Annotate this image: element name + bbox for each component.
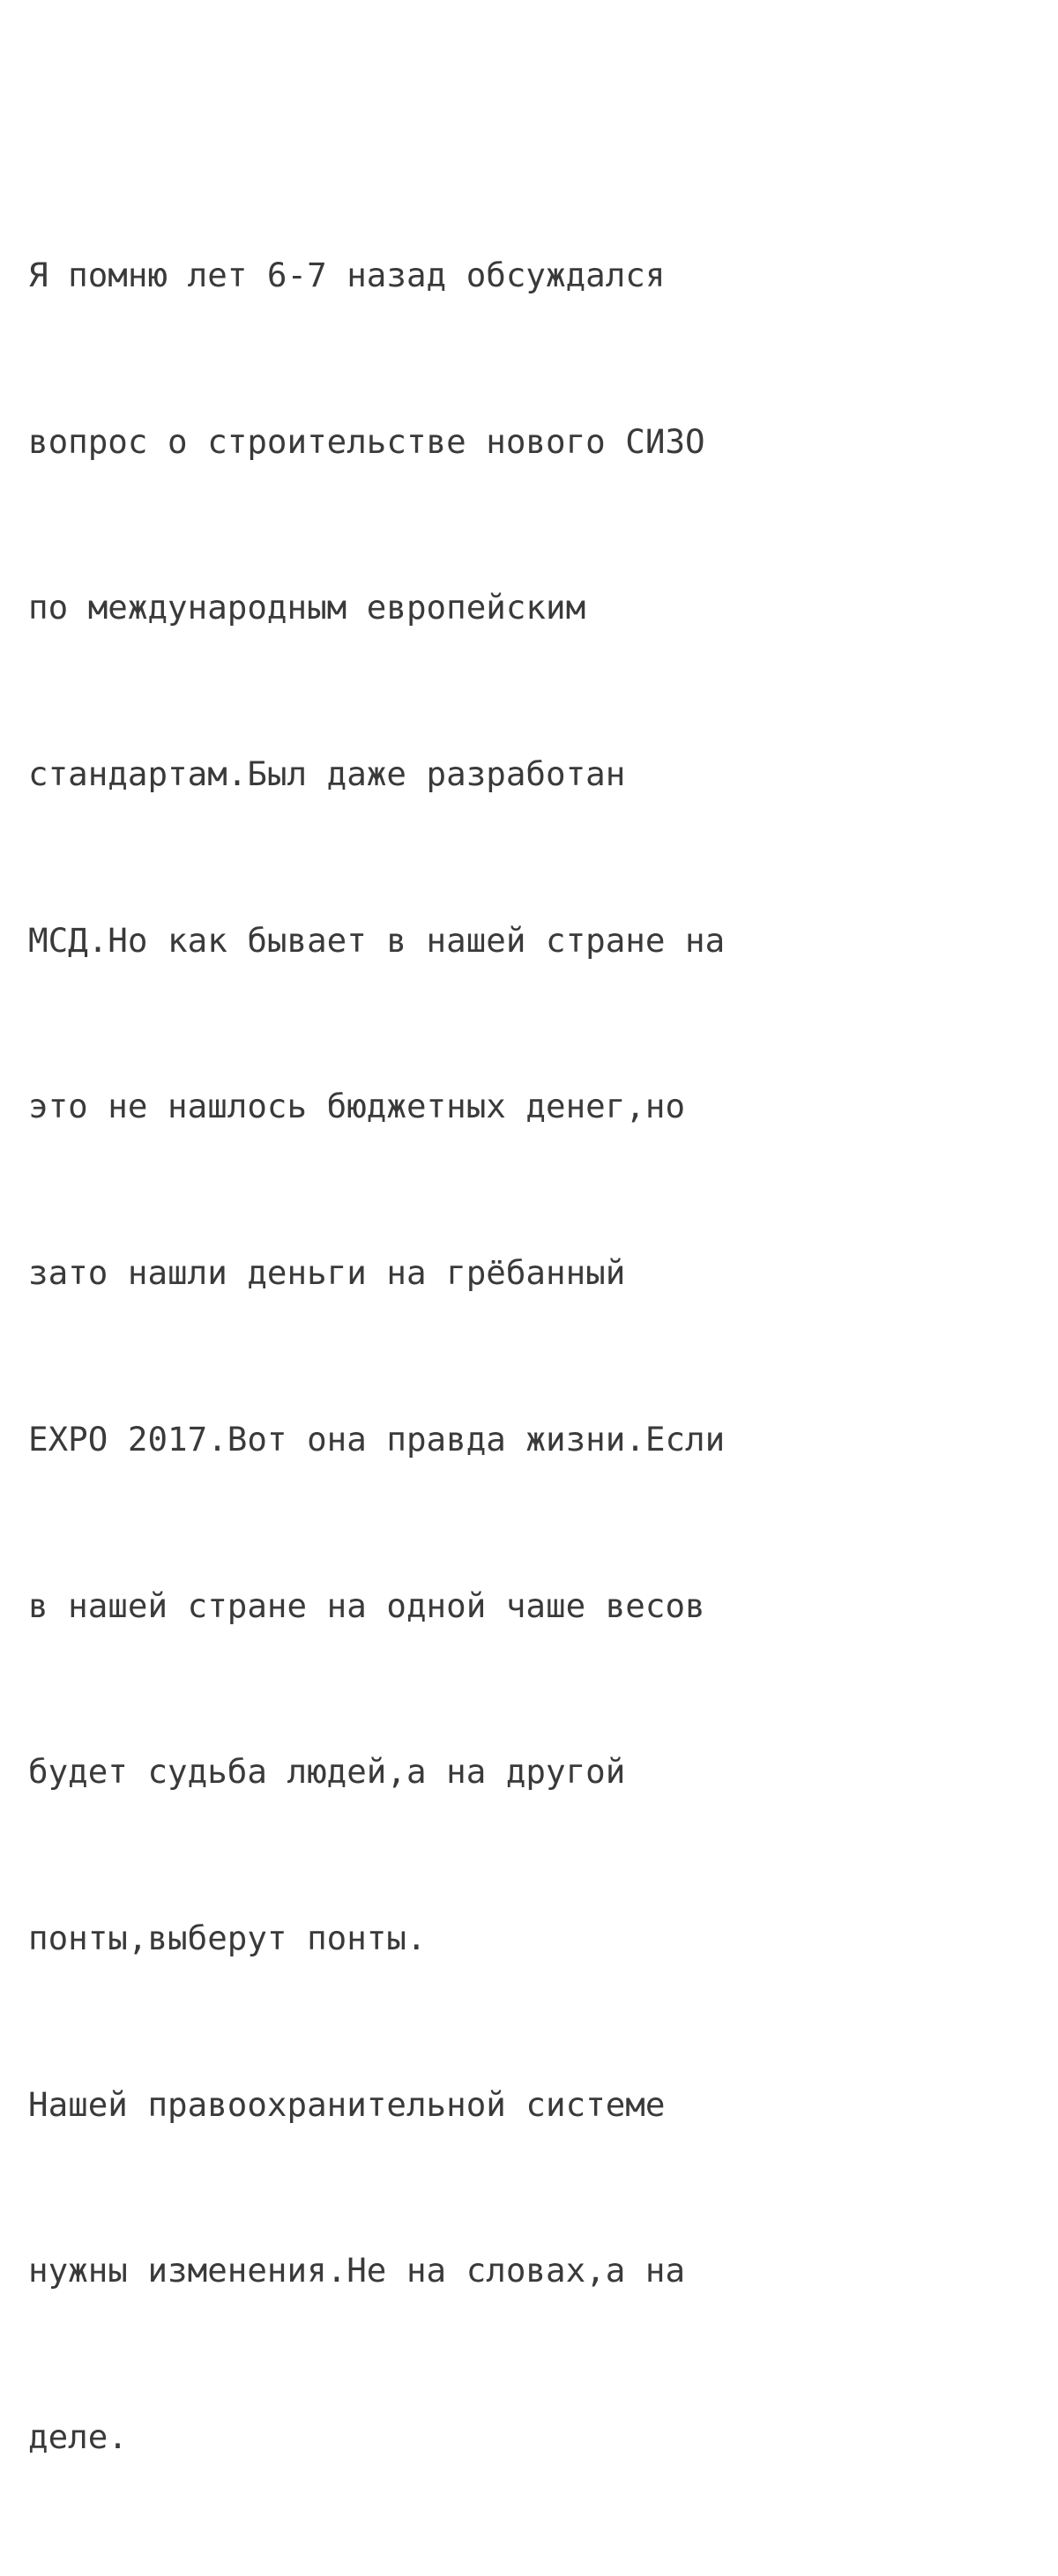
text-line: МСД.Но как бывает в нашей стране на [28, 920, 726, 960]
text-line: стандартам.Был даже разработан [28, 753, 626, 793]
text-line: это не нашлось бюджетных денег,но [28, 1087, 686, 1126]
text-line: вопрос о строительстве нового СИЗО [28, 421, 705, 461]
text-line: зато нашли деньги на грёбанный [28, 1253, 626, 1293]
text-line: Я помню лет 6-7 назад обсуждался [28, 255, 666, 294]
text-line: EXPO 2017.Вот она правда жизни.Если [28, 1419, 726, 1459]
text-line: нужны изменения.Не на словах,а на [28, 2251, 686, 2290]
text-line: будет судьба людей,а на другой [28, 1752, 626, 1792]
text-line: по международным европейским [28, 588, 586, 627]
text-line: в нашей стране на одной чаше весов [28, 1585, 705, 1625]
text-line: понты,выберут понты. [28, 1919, 427, 1957]
text-line: деле. [28, 2417, 128, 2457]
post-text-block [28, 137, 1042, 2576]
text-line: Нашей правоохранительной системе [28, 2084, 666, 2124]
